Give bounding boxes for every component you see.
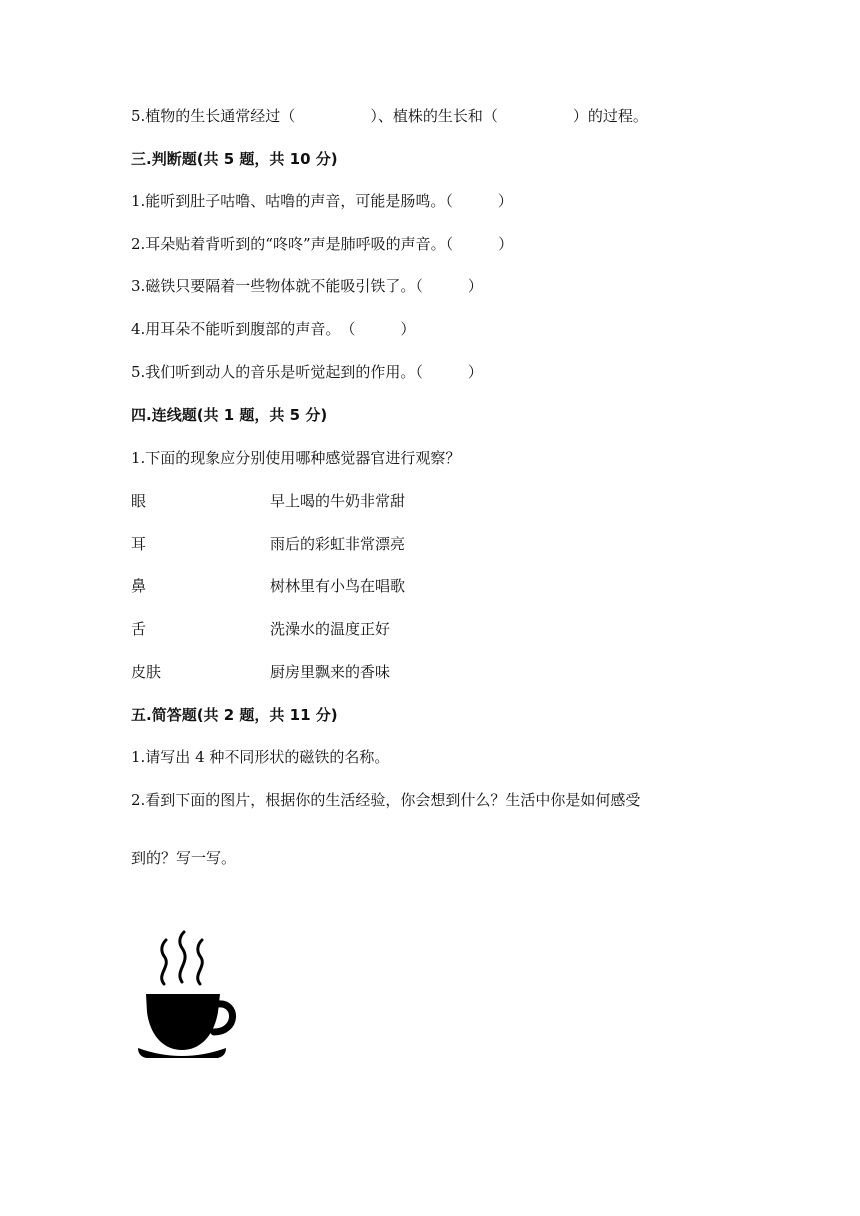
judge-item-1: 1.能听到肚子咕噜、咕噜的声音，可能是肠鸣。（ ） — [131, 192, 513, 210]
section-judge-title: 三.判断题(共 5 题，共 10 分) — [131, 150, 338, 168]
fill-blank-question-5: 5.植物的生长通常经过（ ）、植株的生长和（ ）的过程。 — [131, 107, 648, 125]
match-right-item: 洗澡水的温度正好 — [270, 620, 391, 638]
match-left-item: 皮肤 — [131, 663, 162, 681]
match-right-item: 雨后的彩虹非常漂亮 — [270, 535, 406, 553]
match-left-item: 眼 — [131, 492, 147, 510]
section-short-title: 五.简答题(共 2 题，共 11 分) — [131, 706, 338, 724]
hot-coffee-cup-icon — [134, 928, 238, 1068]
short-question-2-line-2: 到的？写一写。 — [131, 849, 237, 867]
short-question-1: 1.请写出 4 种不同形状的磁铁的名称。 — [131, 748, 390, 766]
match-left-item: 舌 — [131, 620, 147, 638]
judge-item-4: 4.用耳朵不能听到腹部的声音。 （ ） — [131, 320, 416, 338]
match-left-item: 耳 — [131, 535, 147, 553]
match-right-item: 树林里有小鸟在唱歌 — [270, 577, 406, 595]
short-question-2-line-1: 2.看到下面的图片，根据你的生活经验，你会想到什么？生活中你是如何感受 — [131, 791, 641, 809]
judge-item-2: 2.耳朵贴着背听到的“咚咚”声是肺呼吸的声音。（ ） — [131, 235, 514, 253]
match-left-item: 鼻 — [131, 577, 147, 595]
match-right-item: 厨房里飘来的香味 — [270, 663, 391, 681]
match-question: 1.下面的现象应分别使用哪种感觉器官进行观察？ — [131, 449, 461, 467]
judge-item-3: 3.磁铁只要隔着一些物体就不能吸引铁了。（ ） — [131, 277, 483, 295]
judge-item-5: 5.我们听到动人的音乐是听觉起到的作用。（ ） — [131, 363, 483, 381]
match-right-item: 早上喝的牛奶非常甜 — [270, 492, 406, 510]
section-match-title: 四.连线题(共 1 题，共 5 分) — [131, 406, 328, 424]
